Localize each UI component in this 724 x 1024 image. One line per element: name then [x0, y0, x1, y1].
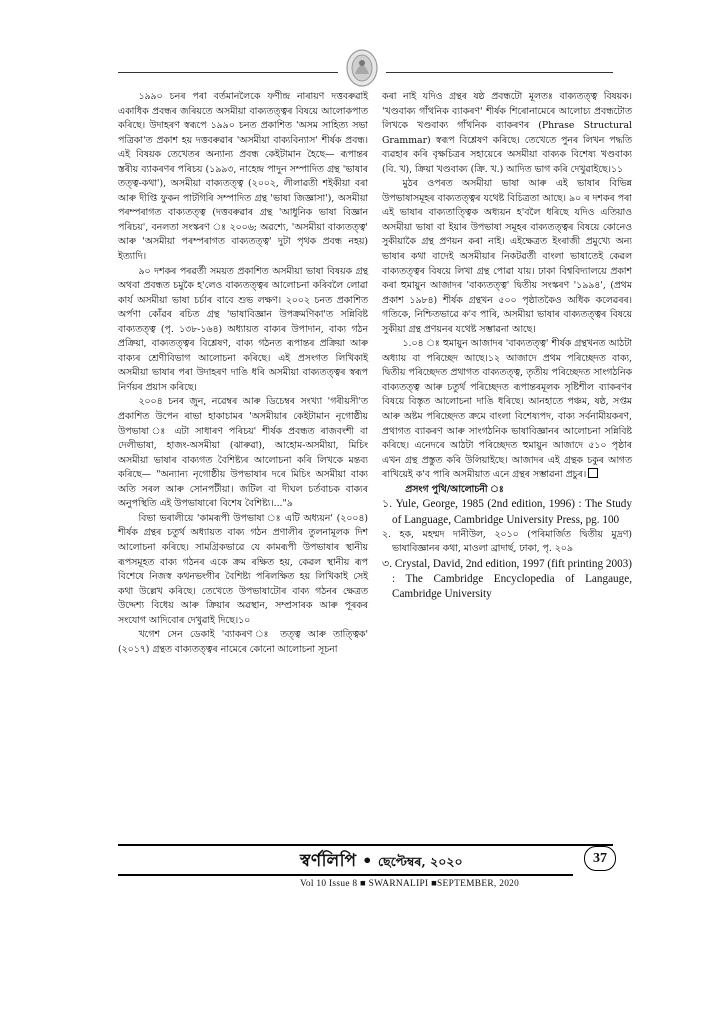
reference-item: ৩. Crystal, David, 2nd edition, 1997 (fift printing 2003) : The Cambridge Encyclopedia of Langauge, Cambridge University	[382, 557, 632, 601]
end-square-icon	[588, 468, 598, 478]
footer-masthead	[300, 848, 545, 876]
paragraph: কৰা নাই যদিও গ্ৰন্থৰ ষষ্ঠ প্ৰবন্ধটো মূলতঃ বাক্যতত্ত্ব বিষয়ক। 'খণ্ডবাক্য গাঁথনিক ব্যাকৰণ' শীৰ্ষক শিৰোনামেৰে আলোচ্য প্ৰবন্ধটোত লিখকে খণ্ডবাক্য গাঁথনিক ব্যাকৰণৰ (Phrase Structural Grammar) স্বৰূপ বিশ্লেষণ কৰিছে। তেখেতে পুনৰ লিখন পদ্ধতি ব্যৱহাৰ কৰি বৃক্ষচিত্ৰৰ সহায়েৰে অসমীয়া বাক্যক বিশেষ্য খণ্ডবাক্য (বি. খ), ক্ৰিয়া খণ্ডবাক্য (ক্ৰি. খ.) আদিত ভাগ কৰি দেখুৱাইছে।১১	[382, 91, 632, 175]
issue-line: Vol 10 Issue 8 ■ SWARNALIPI ■SEPTEMBER, 2020	[300, 879, 520, 889]
paragraph: ২০০৪ চনৰ জুন, নৱেম্বৰ আৰু ডিচেম্বৰ সংখ্যা 'গৰীয়সী'ত প্ৰকাশিত উপেন ৰাভা হাকাচামৰ 'অসমীয়াৰ কেইটামান নৃগোষ্ঠীয় উপভাষা ঃ এটা সাধাৰণ পৰিচয়' শীৰ্ষক প্ৰবন্ধত ৰাজবংশী বা দেলীভাষা, হাজং-অসমীয়া (ঝাৰুৱা), আহোম-অসমীয়া, মিচিং অসমীয়া ভাষাৰ বাক্যগত বৈশিষ্ট্যৰ আলোচনা কৰি লিখকে মন্তব্য কৰিছে— "অন্যান্য নৃগোষ্ঠীয় উপভাষাৰ দৰে মিচিং অসমীয়া বাক্য অতি সৰল আৰু সোনপটীয়া। জটিল বা দীঘল চৰ্তবাচক বাক্যৰ অনুপস্থিতি এই উপভাষাৰো বিশেষ বৈশিষ্ট্য।..."৯	[118, 396, 368, 510]
section-paragraph	[382, 337, 632, 482]
paragraph: বিভা ভৰালীয়ে 'কামৰূপী উপভাষা ঃ এটি অধ্যয়ন' (২০০৪) শীৰ্ষক গ্ৰন্থৰ চতুৰ্থ অধ্যায়ত বাক্য গঠন প্ৰণালীৰ তুলনামূলক দিশ আলোচনা কৰিছে। সামগ্ৰিকভাৱে যে কামৰূপী উপভাষাৰ স্থানীয় ৰূপসমূহত বাক্য গঠনৰ একে ক্ৰম ৰক্ষিত হয়, কেৱল স্থানীয় ৰূপ বিশেষে নিজস্ব কথনভংগীৰ বৈশিষ্ট্য পৰিলক্ষিত হয় লিখিকাই সেই কথা উল্লেখ কৰিছে। তেখেতে উপভাষাটোৰ বাক্য গঠনৰ ক্ষেত্ৰত উদ্দেশ্য বিধেয় আৰু ক্ৰিয়াৰ অৱস্থান, সম্প্ৰসাৰক আৰু পূৰকৰ সংযোগ আদিবোৰ দেখুৱাই দিছে।১০	[118, 512, 368, 626]
header-rule-left	[118, 72, 338, 73]
references-heading: প্ৰসংগ পুথি/আলোচনী ঃ	[405, 483, 504, 495]
journal-emblem-icon	[345, 48, 379, 88]
reference-item: ২. হক, মহম্মদ দানীউল, ২০১০ (পৰিমাৰ্জিত দ্বিতীয় মুদ্ৰণ) ভাষাবিজ্ঞানৰ কথা, মাওলা ব্ৰাদাৰ্ছ, ঢাকা, পৃ. ২০৯	[382, 528, 632, 555]
left-text-column	[118, 90, 368, 657]
masthead-bullet: •	[362, 851, 373, 870]
brand-logo-text: স্বৰ্ণলিপি	[300, 851, 357, 871]
paragraph: খগেশ সেন ডেকাই 'ব্যাকৰণ ঃ তত্ত্ব আৰু তাত্ত্বিক' (২০১৭) গ্ৰন্থত বাক্যতত্ত্বৰ নামেৰে কোনো আলোচনা সূচনা	[118, 629, 368, 655]
paragraph: মুঠৰ ওপৰত অসমীয়া ভাষা আৰু এই ভাষাৰ বিভিন্ন উপভাষাসমূহৰ বাক্যতত্ত্বৰ যথেষ্ট বিচিত্ৰতা আছে। ৯০ ৰ দশকৰ পৰা এই ভাষাৰ বাক্যতাত্ত্বিক অধ্যয়ন হ'বলৈ ধৰিছে যদিও এতিয়াও অসমীয়া ভাষা বা ইয়াৰ উপভাষা সমূহৰ বাক্যতত্ত্বৰ বিষয়ে কোনেও সুকীয়াকৈ গ্ৰন্থ প্ৰণয়ন কৰা নাই। এইক্ষেত্ৰত ইংৰাজী প্ৰমুখ্যে অন্য ভাষাৰ কথা বাদেই অসমীয়াৰ নিকটৱৰ্তী বাংলা ভাষাতেই কেৱল বাক্যতত্ত্বৰ বিষয়ে লিখা গ্ৰন্থ পোৱা যায়। ঢাকা বিশ্ববিদ্যালয়ে প্ৰকাশ কৰা হুমায়ুন আজাদৰ 'বাক্যতত্ত্ব' দ্বিতীয় সংস্কৰণ '১৯৯৪', (প্ৰথম প্ৰকাশ ১৯৮৪) শীৰ্ষক গ্ৰন্থখন ৫০০ পৃষ্ঠাতকৈও অধিক কলেৱৰৰ। গতিকে, নিশ্চিতভাৱে ক'ব পাৰি, অসমীয়া ভাষাৰ বাক্যতত্ত্বৰ বিষয়ে সুকীয়া গ্ৰন্থ প্ৰণয়নৰ যথেষ্ট সম্ভাৱনা আছে।	[382, 178, 632, 335]
paragraph: ৯০ দশকৰ পৰৱৰ্তী সময়ত প্ৰকাশিত অসমীয়া ভাষা বিষয়ক গ্ৰন্থ অথবা প্ৰবন্ধত চমুকৈ হ'লেও বাক্যতত্ত্বৰ আলোচনা কৰিবলৈ লোৱা কাৰ্য অসমীয়া ভাষা চৰ্চাৰ বাবে শুভ লক্ষণ। ২০০২ চনত প্ৰকাশিত অৰ্পণা কোঁৱৰ ৰচিত গ্ৰন্থ 'ভাষাবিজ্ঞান উপক্ৰমণিকা'ত সন্নিবিষ্ট বাক্যতত্ত্ব (পৃ. ১৩৮-১৬৪) অধ্যায়ত বাক্যৰ উপাদান, বাক্য গঠন প্ৰক্ৰিয়া, বাক্যতত্ত্বৰ বিশ্লেষণ, বাক্য গঠনত ৰূপান্তৰ প্ৰক্ৰিয়া আৰু বাক্যৰ শ্ৰেণীবিভাগ আলোচনা কৰিছে। এই প্ৰসংগত লিখিকাই অসমীয়া ভাষাৰ পৰা উদাহৰণ দাঙি ধৰি অসমীয়া বাক্যতত্ত্বৰ স্বৰূপ নিৰ্ণয়ৰ প্ৰয়াস কৰিছে।	[118, 265, 368, 393]
issue-date: ছেপ্টেম্বৰ, ২০২০	[377, 854, 463, 869]
footer-rule-middle	[118, 874, 573, 876]
page-number: 37	[584, 846, 616, 871]
paragraph: ১৯৯০ চনৰ পৰা বৰ্তমানলৈকে ফণীন্দ্ৰ নাৰায়ণ দত্তবৰুৱাই একাধিক প্ৰবন্ধৰ জৰিয়তে অসমীয়া বাক্যতত্ত্বৰ বিষয়ে আলোকপাত কৰিছে। উদাহৰণ স্বৰূপে ১৯৯০ চনত প্ৰকাশিত 'অসম সাহিত্য সভা পত্ৰিকা'ত প্ৰকাশ হয় দত্তবৰুৱাৰ 'অসমীয়া বাক্যবিন্যাস' শীৰ্ষক প্ৰবন্ধ। এই বিষয়ক তেখেতৰ অন্যান্য প্ৰবন্ধ কেইটামান হৈছে— ৰূপান্তৰ স্তৰীয় ব্যাকৰণৰ পৰিচয় (১৯৯৩, নাহেন্দ্ৰ পাদুন সম্পাদিত গ্ৰন্থ 'ভাষাৰ তত্ত্ব-কথা'), অসমীয়া বাক্যতত্ত্ব (২০০২, লীলাৱতী শইকীয়া বৰা আৰু দীপ্তি ফুকন পাটগিৰি সম্পাদিত গ্ৰন্থ 'ভাষা জিজ্ঞাসা'), অসমীয়া পৰম্পৰাগত বাক্যতত্ত্ব (দত্তবৰুৱাৰ গ্ৰন্থ 'আধুনিক ভাষা বিজ্ঞান পৰিচয়', বনলতা সংস্কৰণ ঃ ২০০৬; অৱশ্যে, 'অসমীয়া বাক্যতত্ত্ব' আৰু 'অসমীয়া পৰম্পৰাগত বাক্যতত্ত্ব' দুটা পৃথক প্ৰবন্ধ নহয়) ইত্যাদি।	[118, 91, 368, 263]
footer-rule-top	[118, 844, 613, 846]
reference-item: ১. Yule, George, 1985 (2nd edition, 1996) : The Study of Language, Cambridge University Press, pg. 100	[382, 498, 632, 526]
header-rule-right	[386, 72, 613, 73]
right-text-column	[382, 90, 632, 602]
paragraph-text: ১.০৪ ঃ হুমায়ুন আজাদৰ 'বাক্যতত্ত্ব' শীৰ্ষক গ্ৰন্থখনত আঠটা অধ্যায় বা পৰিচ্ছেদ আছে।১২ আজাদে প্ৰথম পৰিচ্ছেদত বাক্য, দ্বিতীয় পৰিচ্ছেদত প্ৰথাগত বাক্যতত্ত্ব, তৃতীয় পৰিচ্ছেদত সাংগঠনিক বাক্যতত্ত্ব আৰু চতুৰ্থ পৰিচ্ছেদত ৰূপান্তৰমূলক সৃষ্টিশীল ব্যাকৰণৰ বিষয়ে বিস্তৃত আলোচনা দাঙি ধৰিছে। আনহাতে পঞ্চম, ষষ্ঠ, সপ্তম আৰু অষ্টম পৰিচ্ছেদত ক্ৰমে বাংলা বিশেষ্যপদ, বাক্য সৰ্বনামীয়কৰণ, প্ৰথাগত ব্যাকৰণ আৰু সাংগঠনিক ভাষাবিজ্ঞানৰ আলোচনা সন্নিবিষ্ট কৰিছে। এনেদৰে আঠটা পৰিচ্ছেদত হুমায়ুন আজাদে ৫১০ পৃষ্ঠাৰ এখন গ্ৰন্থ প্ৰস্তুত কৰি উলিয়াইছে। আজাদৰ এই গ্ৰন্থক চকুৰ আগত ৰাখিয়েই ক'ব পাৰি অসমীয়াত এনে গ্ৰন্থৰ সম্ভাৱনা প্ৰচুৰ।	[382, 338, 632, 481]
